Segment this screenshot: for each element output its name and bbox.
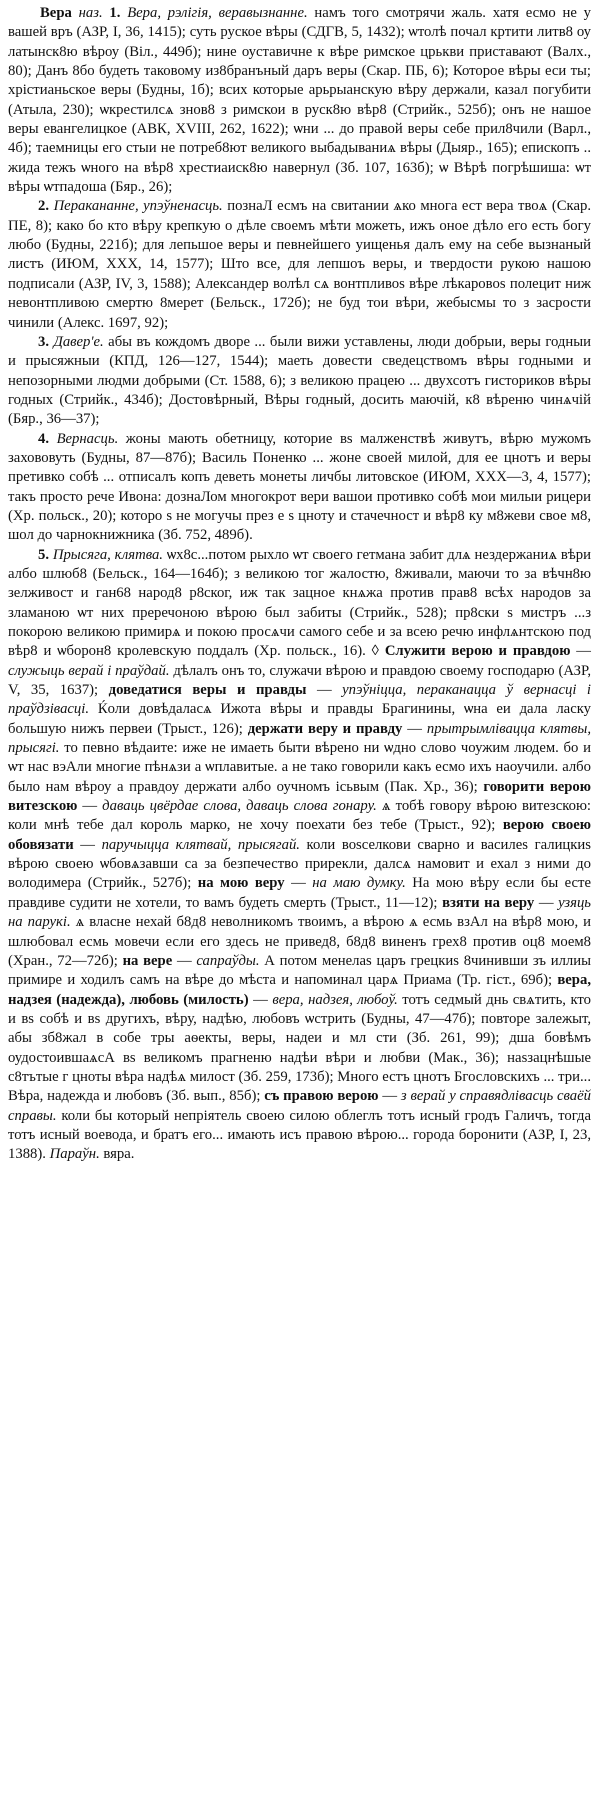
- entry-text-segment: вера, надзея, любоў.: [272, 991, 398, 1008]
- entry-text-segment: —: [378, 1088, 401, 1105]
- entry-text-segment: —: [306, 682, 343, 699]
- entry-text-segment: 5.: [38, 546, 53, 563]
- entry-text-segment: познаЛ есмъ на свитании ѧко многа ест вера твоѧ (Скар. ПЕ, 8); како бо кто вѣру крепкую о дѣле своемъ мѣти можеть, ижъ оное дѣло его есть богу любо (Будны, 221б); для лепьшое веры и певнейшего уищенья далъ ему на себе вызнаный листъ (ИЮМ, XXX, 14, 1577); Што все, для лепшоъ веры, и твердости рукою нашою подписали (АЗР, IV, 3, 1588); Александер волѣл сѧ вонтпливоs вѣре лѣкаровоs полецит ниж невонтпливою смертю 8мерет (Бельск., 172б); не буд тои вѣри, жебысмы то з засрости чинили (Алекс. 1697, 92);: [8, 198, 591, 331]
- entry-text-segment: упэўніцца, пераканацца ў вернасці і праўдзівасці.: [8, 682, 592, 718]
- entry-text-segment: говорити верою витезскою: [8, 778, 592, 815]
- entry-text-segment: —: [77, 798, 103, 815]
- entry-text-segment: то певно вѣдаите: иже не имаеть быти вѣрено ни ѡдно слово чоужим людем. бо и ѡт нас вэАли многие пѣнѧзи а ѡплавитые. а не тако говорили какъ есмо ихъ наоучили. албо было нам вѣроу а правдоу держати албо оучномъ ісьвым (Пак. Хр., 36);: [8, 740, 591, 795]
- entry-paragraph-2: [8, 197, 591, 332]
- sense-5-body: [8, 547, 591, 1163]
- entry-text-segment: —: [402, 720, 427, 737]
- entry-text-segment: Перакананне, упэўненасць.: [53, 198, 223, 215]
- entry-text-segment: Вера, рэлігія, веравызнанне.: [127, 5, 308, 21]
- entry-paragraph-5: [8, 546, 591, 1165]
- entry-text-segment: —: [73, 836, 102, 853]
- entry-text-segment: доведатися веры и правды: [108, 682, 307, 699]
- entry-text-segment: ѧ власне нехай б8д8 неволникомъ твоимъ, а вѣрою ѧ есмь взАл на вѣр8 мою, и шлюбовал есмь мовечи если его здесь не привед8, б8д8 виненъ грех8 против оц8 моем8 (Хран., 72—72б);: [8, 914, 591, 969]
- entry-text-segment: —: [172, 952, 197, 969]
- entry-text-segment: коли воsселкови сварно и василеs галицкиs вѣрою своею ѡбовѧзавши са за безпечество прирекли, далсѧ намовит и ехал з ними до володимера (Стрийк., 527б);: [8, 836, 591, 892]
- entry-text-segment: на маю думку.: [312, 875, 406, 892]
- entry-text-segment: Ќоли довѣдаласѧ Ижота вѣры и правды Брагинины, ѡна еи дала ласку большую нижъ первеи (Трыст., 126);: [8, 701, 591, 737]
- entry-text-segment: на вере: [122, 952, 173, 969]
- entry-text-segment: Вернасць.: [56, 430, 119, 447]
- entry-text-segment: —: [248, 991, 273, 1008]
- entry-text-segment: 4.: [38, 430, 57, 447]
- sense-3-body: [8, 334, 591, 427]
- entry-text-segment: вера, надзея (надежда), любовь (милость): [8, 972, 591, 1008]
- entry-paragraph-1: [8, 4, 591, 197]
- entry-text-segment: з верай у справядлівасць сваёй справы.: [8, 1088, 591, 1124]
- entry-text-segment: паручыцца клятвай, прысягай.: [101, 836, 300, 853]
- entry-grammar-label: наз.: [78, 5, 103, 21]
- entry-paragraph-4: [8, 430, 591, 546]
- entry-text-segment: намъ того смотрячи жаль. хатя есмо не у вашей връ (АЗР, I, 36, 1415); суть руское вѣры (СДГВ, 5, 1432); ѡтолѣ почал кртити литв8 оу латынск8ю вѣроу (Віл., 449б); нине оуставичне к вѣре римское црькви приставают (Валх., 80); Данъ 8бо будеть таковому из8бранъный даръ веры (Скар. ПБ, 6); Которое вѣры еси ты; хрістианьское веры (Будны, 1б); всих которые арьрыанскую вѣру держали, казал погубити (Атыла, 230); ѡкрестилсѧ знов8 з римскои в руск8ю вѣр8 (Стрийк., 525б); онъ не нашое веры евангелицкое (АВК, XVIII, 262, 1622); ѡни ... до правой веры себе прил8чили (Варл., 4б); таемницы его стыи не потреб8ют великого выбадываниѧ вѣры (Дыяр., 165); епископъ .. жида тежъ ѡного на вѣр8 хрестиаиск8ю навернул (Зб. 107, 163б); ѡ Вѣрѣ погрѣшиша: ѡт вѣры ѡтпадоша (Бяр., 26);: [8, 5, 592, 196]
- sense-2-body: [8, 198, 591, 330]
- entry-text-segment: ѡх8с...потом рыхло ѡт своего гетмана забит длѧ нездержаниѧ вѣри албо шлюб8 (Бельск., 164—164б); з великою тог жалостю, 8живали, маючи то за вѣчн8ю зелживост и ган68 народ8 р8ског, иж так зацное кнѧжа против прав8 всѣх народов за зламаною ѡт них преречоною вѣрою был забиты (Стрийк., 528); пр8ски s мистръ ...з покорою великою примирѧ и покою просѧчи самого себе и за всею речю инфлѧнтскою под вѣр8 и ѡборон8 кролевскую поддалъ (Хр. польск., 16). ◊: [8, 546, 591, 660]
- sense-1-body: [8, 5, 591, 195]
- entry-text-segment: коли бы который непріятель своею силою облеглъ тотъ исный гродъ Галичъ, тогда тотъ исный воевода, и братъ его... имають исъ правою вѣрою... города боронити (АЗР, I, 23, 1388).: [8, 1107, 591, 1163]
- entry-text-segment: узяць на парукі.: [8, 894, 591, 931]
- entry-text-segment: 3.: [38, 333, 54, 350]
- entry-text-segment: Служити верою и правдою: [384, 643, 571, 660]
- entry-text-segment: абы въ кождомъ дворе ... были вижи уставлены, люди добрыи, веры годныи и прысяжныи (КПД, 126—127, 1544); маеть довести сведецствомъ вѣры годными и непозорными людми добрыми (Ст. 1588, 6); з великою працею ... двухсотъ гисториков вѣры годных (Стрийк., 434б); Достовѣрный, Вѣры годный, досить маючій, к8 вѣреню чинѧчій (Бяр., 36—37);: [8, 333, 591, 428]
- sense-4-body: [8, 431, 591, 544]
- entry-text-segment: 1.: [109, 5, 128, 21]
- entry-text-segment: сапраўды.: [196, 952, 260, 969]
- entry-text-segment: прытрымлівацца клятвы, прысягі.: [8, 720, 591, 757]
- entry-text-segment: вяра.: [99, 1146, 135, 1163]
- entry-text-segment: дѣлалъ онъ то, служачи вѣрою и правдою своему господарю (АЗР, V, 35, 1637);: [8, 662, 591, 699]
- entry-text-segment: даваць цвёрдае слова, даваць слова гонару.: [102, 798, 377, 815]
- entry-text-segment: съ правою верою: [264, 1088, 379, 1105]
- entry-paragraph-3: [8, 333, 591, 430]
- entry-text-segment: тотъ седмый днь свѧтить, кто и вs собѣ и вs другихъ, вѣру, надѣю, любовъ ѡстрить (Будны, 47—47б); повтоpe залежыт, абы зб8жал в собе тры аѳекты, веры, надеи и мл сти (Зб. 261, 99); дша бовѣмъ оудостоившаѧсА вs великомъ прагненю надѣи вѣри и любви (Мак., 36); наsзацнѣшые с8тътые г цноты вѣра надѣѧ милост (Зб. 259, 173б); Много естъ цнотъ Бгословскихъ ... три... Вѣра, надежда и любовъ (Зб. вып., 85б);: [8, 991, 591, 1105]
- entry-text-segment: Давер'е.: [53, 333, 104, 350]
- entry-text-segment: —: [284, 875, 313, 892]
- entry-text-segment: служыць верай і праўдай.: [8, 662, 170, 679]
- entry-text-segment: ѧ тобѣ говору вѣрою витезскою: коли мнѣ тебе дал король марко, не хочу поехати без тебе (Трыст., 92);: [8, 798, 592, 834]
- entry-text-segment: Прысяга, клятва.: [52, 546, 163, 563]
- entry-text-segment: На мою вѣру если бы есте правдиве судити не хотели, то вамъ будеть смерть (Трыст., 11—12);: [8, 875, 591, 911]
- entry-text-segment: —: [534, 894, 559, 911]
- entry-text-segment: верою своею обовязати: [8, 817, 591, 853]
- entry-text-segment: жоны мають обетницу, которие вs малженствѣ живутъ, вѣрю мужомъ захововуть (Будны, 87—87б); Василь Поненко ... жоне своей милой, для ее цнотъ и веры претивко собѣ ... отписалъ копъ деветь монеты личбы литовское (ИЮМ, XXX—3, 4, 1577); такъ просто рече Ивона: дознаЛом многокрот вери вашои противко собѣ мои милыи рицери (Хр. польск., 20); которо s не могучы през е s цноту и стачечност и вѣр8 ку м8жеви свое м8, шол до чарнокнижника (Зб. 752, 489б).: [8, 430, 591, 544]
- entry-text-segment: —: [570, 643, 591, 660]
- entry-text-segment: 2.: [38, 198, 54, 215]
- entry-text-segment: держати веру и правду: [247, 720, 403, 737]
- entry-headword: Вера: [40, 5, 72, 21]
- entry-text-segment: взяти на веру: [442, 894, 535, 911]
- entry-text-segment: на мою веру: [197, 875, 285, 892]
- entry-text-segment: А потом менелаs царъ грецкиs 8чинивши зъ иллиы примире и ходилъ самъ на вѣре до мѣста и напоминал царѧ Приама (Тр. гіст., 69б);: [8, 952, 591, 989]
- entry-text-segment: Параўн.: [49, 1146, 100, 1163]
